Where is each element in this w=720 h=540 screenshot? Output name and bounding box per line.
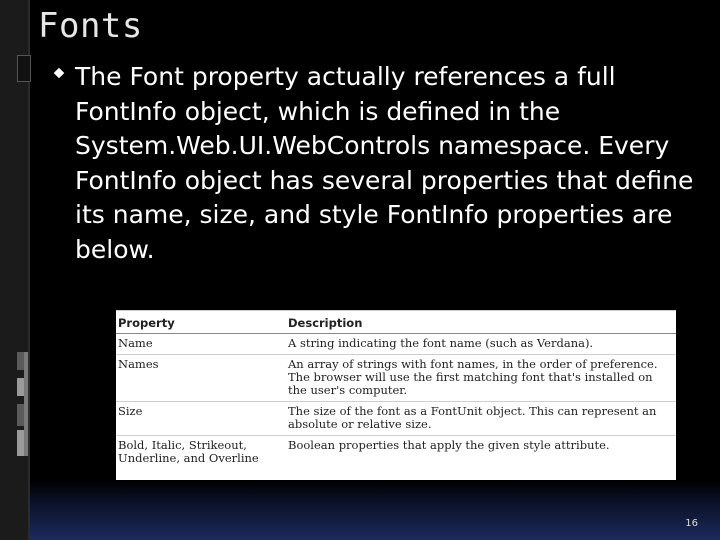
table-row: [116, 355, 676, 402]
bullet-square-icon: [54, 68, 65, 79]
rail-stripe: [17, 378, 24, 396]
table-cell-description: A string indicating the font name (such as Verdana).: [288, 336, 594, 350]
rail-marker: [17, 55, 31, 82]
rail-stripe: [17, 404, 24, 426]
table-header-property: Property: [116, 311, 286, 334]
slide-title: Fonts: [38, 6, 143, 46]
table-cell-property: Names: [116, 355, 286, 402]
table-cell-property: Bold, Italic, Strikeout, Underline, and Overline: [116, 436, 286, 470]
table-cell-description: The size of the font as a FontUnit object. This can represent an absolute or relative size.: [286, 402, 676, 436]
table-header-row: [116, 311, 676, 334]
rail-accent: [24, 352, 28, 456]
table-cell-property: Size: [116, 402, 286, 436]
font-properties-table: [116, 310, 676, 469]
bottom-gradient-band: [30, 480, 720, 540]
table-cell-property: Name: [118, 336, 153, 350]
table-row: [116, 436, 676, 470]
rail-stripe: [17, 352, 24, 370]
table-row: [116, 334, 676, 355]
table-cell-description: An array of strings with font names, in the order of preference. The browser will use the first matching font that's installed on the user's computer.: [286, 355, 676, 402]
table-header-description: Description: [286, 311, 676, 334]
font-properties-table-panel: [116, 310, 676, 480]
table-cell-description: Boolean properties that apply the given style attribute.: [286, 436, 676, 470]
bullet-text: The Font property actually references a full FontInfo object, which is defined in the System.Web.UI.WebControls namespace. Every FontInfo object has several properties that define its name, size, and style FontInfo properties are below.: [75, 62, 694, 264]
rail-stripe: [17, 430, 24, 456]
bullet-item: [54, 60, 704, 267]
table-row: [116, 402, 676, 436]
page-number: 16: [685, 518, 698, 529]
